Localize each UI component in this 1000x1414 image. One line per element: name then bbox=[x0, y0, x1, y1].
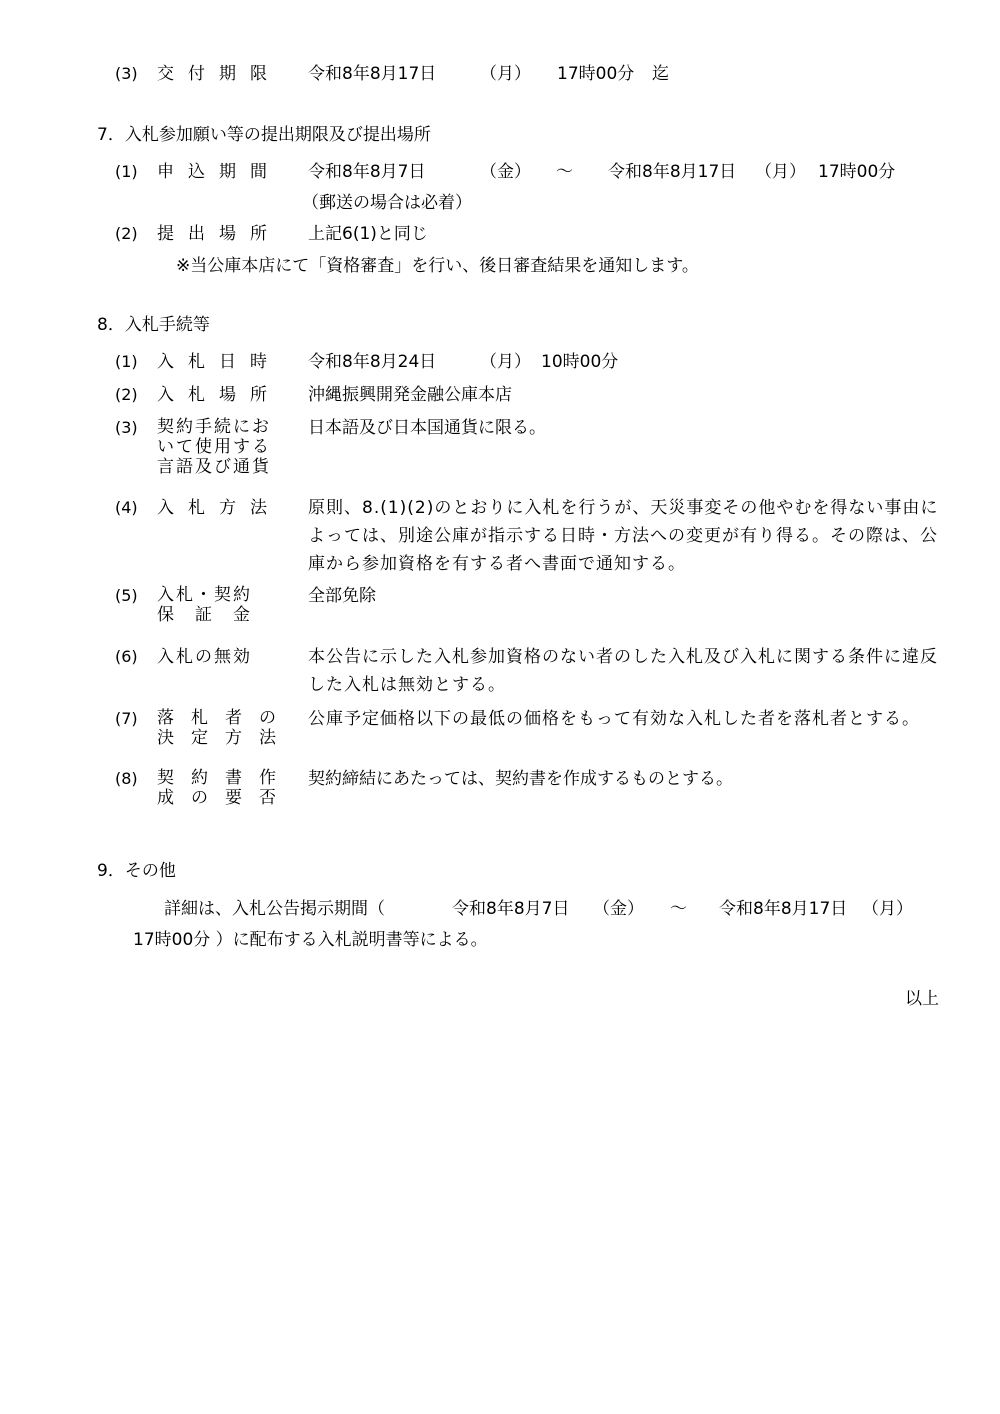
bid-date: 令和8年8月24日 bbox=[308, 352, 437, 372]
item-value: 日本語及び日本国通貨に限る。 bbox=[308, 418, 546, 438]
mail-note: （郵送の場合は必着） bbox=[302, 193, 472, 213]
item-label: 入札の無効 bbox=[157, 647, 252, 667]
item-number: (1) bbox=[115, 162, 138, 181]
period-end-weekday: （月） bbox=[755, 162, 806, 182]
posting-start-weekday: （金） bbox=[593, 899, 644, 919]
item-label: 入札方法 bbox=[157, 498, 281, 518]
item-number: (4) bbox=[115, 498, 138, 517]
details-text: 詳細は、入札公告掲示期間（ bbox=[164, 899, 385, 919]
item-number: (3) bbox=[115, 418, 138, 437]
period-end-date: 令和8年8月17日 bbox=[608, 162, 737, 182]
tilde: ～ bbox=[670, 899, 687, 919]
section-heading: 8．入札手続等 bbox=[97, 315, 210, 335]
item-number: (7) bbox=[115, 709, 138, 728]
posting-start-date: 令和8年8月7日 bbox=[452, 899, 570, 919]
item-label: 契約手続にお いて使用する 言語及び通貨 bbox=[157, 417, 271, 477]
details-text-cont: 17時00分 ）に配布する入札説明書等による。 bbox=[133, 930, 488, 950]
bid-time: 10時00分 bbox=[541, 352, 619, 372]
item-label: 提出場所 bbox=[157, 224, 281, 244]
section-heading: 7．入札参加願い等の提出期限及び提出場所 bbox=[97, 125, 431, 145]
item-value: 沖縄振興開発金融公庫本店 bbox=[308, 385, 512, 405]
item-value: 本公告に示した入札参加資格のない者のした入札及び入札に関する条件に違反した入札は無効とする。 bbox=[308, 647, 938, 695]
item-value: 契約締結にあたっては、契約書を作成するものとする。 bbox=[308, 769, 733, 789]
item-label: 入札・契約 保 証 金 bbox=[157, 585, 252, 625]
item-value: 全部免除 bbox=[308, 586, 376, 606]
screening-note: ※当公庫本店にて「資格審査」を行い、後日審査結果を通知します。 bbox=[176, 256, 699, 276]
item-label: 契 約 書 作 成 の 要 否 bbox=[157, 768, 276, 808]
deadline-date: 令和8年8月17日 bbox=[308, 64, 437, 84]
item-label: 落 札 者 の 決 定 方 法 bbox=[157, 708, 276, 748]
posting-end-weekday: （月） bbox=[862, 899, 913, 919]
item-number: (6) bbox=[115, 647, 138, 666]
item-number: (2) bbox=[115, 385, 138, 404]
deadline-time: 17時00分 bbox=[557, 64, 635, 84]
item-value: 原則、8.(1)(2)のとおりに入札を行うが、天災事変その他やむを得ない事由によっては、別途公庫が指示する日時・方法への変更が有り得る。その際は、公庫から参加資格を有する者へ書面で通知する。 bbox=[308, 498, 939, 574]
period-end-time: 17時00分 bbox=[818, 162, 896, 182]
item-number: (2) bbox=[115, 224, 138, 243]
item-number: (5) bbox=[115, 586, 138, 605]
item-label: 入札日時 bbox=[157, 352, 281, 372]
deadline-suffix: 迄 bbox=[652, 64, 669, 84]
item-value: 上記6(1)と同じ bbox=[308, 224, 428, 244]
bid-weekday: （月） bbox=[480, 352, 531, 372]
tilde: ～ bbox=[556, 162, 573, 182]
closing-text: 以上 bbox=[905, 989, 939, 1009]
item-value: 公庫予定価格以下の最低の価格をもって有効な入札した者を落札者とする。 bbox=[308, 709, 920, 729]
item-label: 申込期間 bbox=[157, 162, 281, 182]
item-number: (8) bbox=[115, 769, 138, 788]
posting-end-date: 令和8年8月17日 bbox=[719, 899, 848, 919]
deadline-weekday: （月） bbox=[480, 64, 531, 84]
period-start-date: 令和8年8月7日 bbox=[308, 162, 426, 182]
section-heading: 9．その他 bbox=[97, 861, 176, 881]
item-number: (3) bbox=[115, 64, 138, 83]
item-label: 交付期限 bbox=[157, 64, 281, 84]
item-number: (1) bbox=[115, 352, 138, 371]
item-label: 入札場所 bbox=[157, 385, 281, 405]
period-start-weekday: （金） bbox=[480, 162, 531, 182]
